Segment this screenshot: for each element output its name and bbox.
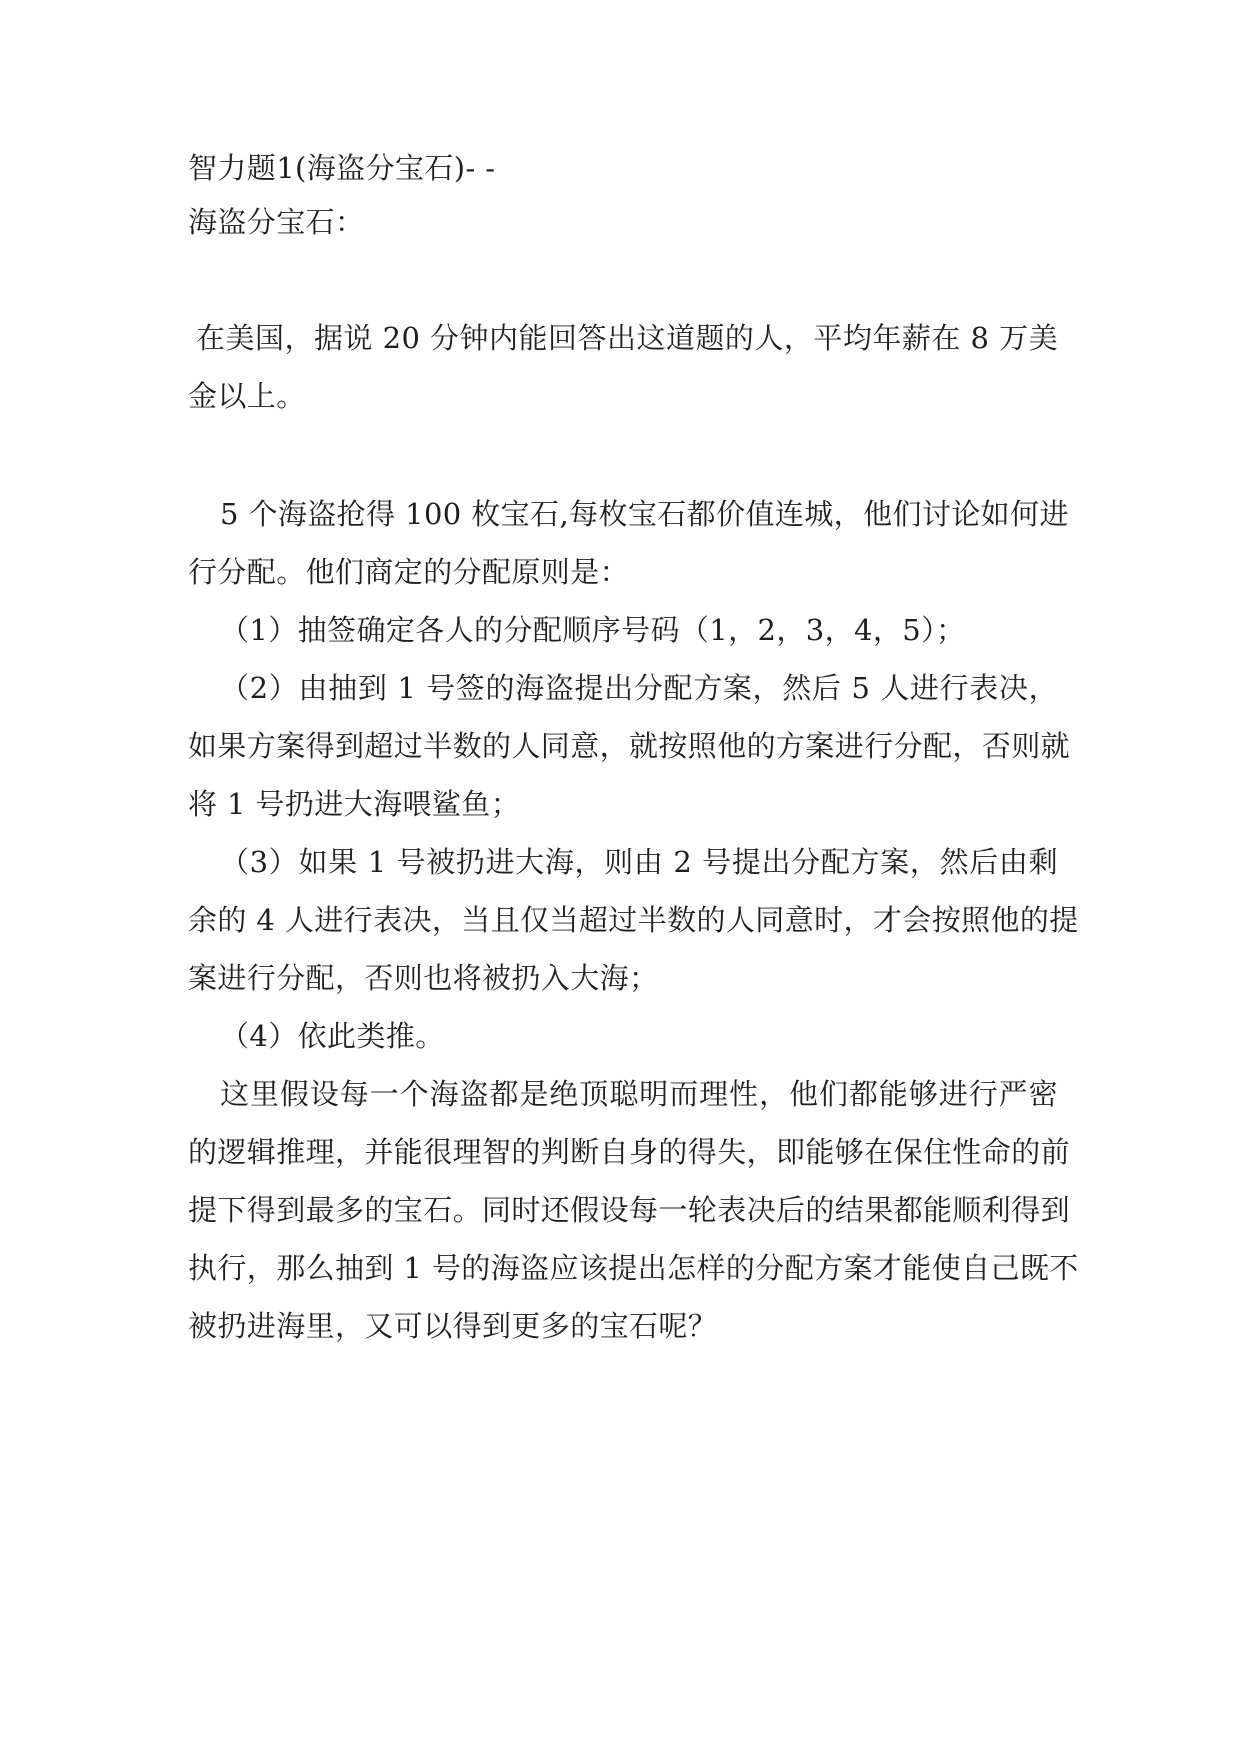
paragraph-line: 如果方案得到超过半数的人同意，就按照他的方案进行分配，否则就 xyxy=(188,729,1071,763)
paragraph-line: 在美国，据说 20 分钟内能回答出这道题的人，平均年薪在 8 万美 xyxy=(196,321,1058,355)
paragraph-line: 提下得到最多的宝石。同时还假设每一轮表决后的结果都能顺利得到 xyxy=(188,1193,1071,1227)
paragraph-line: 将 1 号扔进大海喂鲨鱼； xyxy=(188,787,521,821)
paragraph-line: 这里假设每一个海盗都是绝顶聪明而理性，他们都能够进行严密 xyxy=(220,1077,1058,1111)
rule-item-2: （2）由抽到 1 号签的海盗提出分配方案，然后 5 人进行表决， xyxy=(220,671,1058,705)
paragraph-line: 金以上。 xyxy=(188,379,306,413)
paragraph-line: 余的 4 人进行表决，当且仅当超过半数的人同意时，才会按照他的提 xyxy=(188,903,1079,937)
rule-item-1: （1）抽签确定各人的分配顺序号码（1，2，3，4，5）； xyxy=(220,613,966,647)
paragraph-line: 执行，那么抽到 1 号的海盗应该提出怎样的分配方案才能使自己既不 xyxy=(188,1251,1079,1285)
document-title: 智力题1(海盗分宝石)- - xyxy=(188,151,496,185)
document-subtitle: 海盗分宝石： xyxy=(188,205,365,239)
paragraph-line: 行分配。他们商定的分配原则是： xyxy=(188,555,630,589)
paragraph-line: 案进行分配，否则也将被扔入大海； xyxy=(188,961,659,995)
rule-item-3: （3）如果 1 号被扔进大海，则由 2 号提出分配方案，然后由剩 xyxy=(220,845,1058,879)
paragraph-line: 的逻辑推理，并能很理智的判断自身的得失，即能够在保住性命的前 xyxy=(188,1135,1071,1169)
paragraph-line: 5 个海盗抢得 100 枚宝石,每枚宝石都价值连城，他们讨论如何进 xyxy=(220,497,1069,531)
rule-item-4: （4）依此类推。 xyxy=(220,1019,445,1053)
paragraph-line: 被扔进海里，又可以得到更多的宝石呢？ xyxy=(188,1309,718,1343)
